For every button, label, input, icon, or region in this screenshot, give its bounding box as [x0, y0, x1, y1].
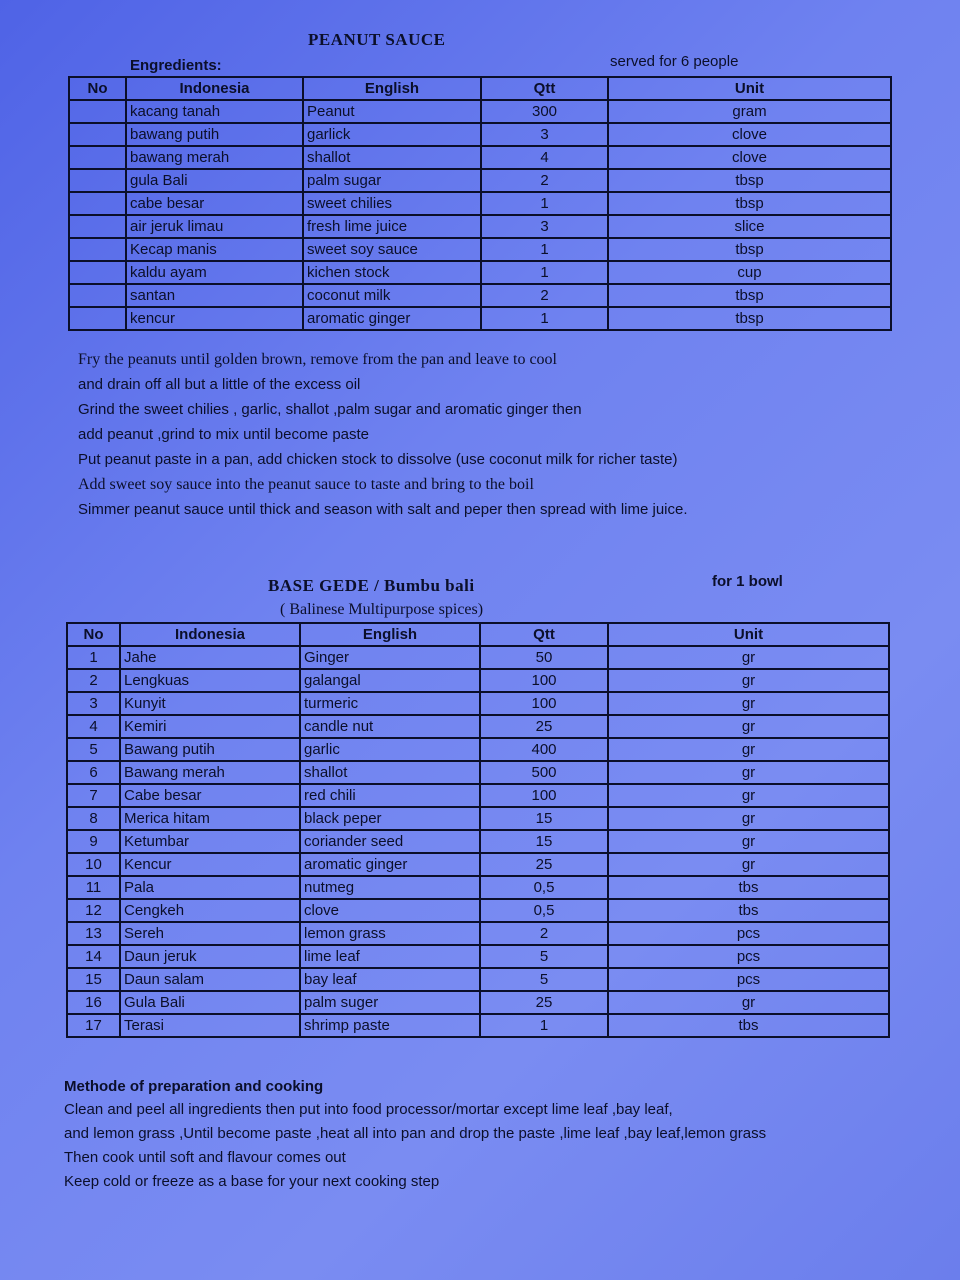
cell-no — [69, 146, 126, 169]
cell-indonesia: Ketumbar — [120, 830, 300, 853]
cell-indonesia: Bawang merah — [120, 761, 300, 784]
step-line: Put peanut paste in a pan, add chicken stock to dissolve (use coconut milk for richer taste) — [78, 451, 678, 468]
cell-qtt: 50 — [480, 646, 608, 669]
header-qtt: Qtt — [481, 77, 608, 100]
cell-unit: tbsp — [608, 192, 891, 215]
cell-english: shallot — [303, 146, 481, 169]
table-row — [67, 876, 889, 899]
cell-qtt: 3 — [481, 215, 608, 238]
table-row — [69, 284, 891, 307]
cell-indonesia: Gula Bali — [120, 991, 300, 1014]
cell-indonesia: Cengkeh — [120, 899, 300, 922]
cell-no: 15 — [67, 968, 120, 991]
step-line: Grind the sweet chilies , garlic, shallot ,palm sugar and aromatic ginger then — [78, 401, 582, 418]
cell-indonesia: Sereh — [120, 922, 300, 945]
step-line: Add sweet soy sauce into the peanut sauce to taste and bring to the boil — [78, 476, 534, 493]
cell-indonesia: kaldu ayam — [126, 261, 303, 284]
table-row — [69, 215, 891, 238]
table-row — [67, 991, 889, 1014]
cell-english: Ginger — [300, 646, 480, 669]
table-row — [69, 261, 891, 284]
cell-indonesia: santan — [126, 284, 303, 307]
cell-english: shrimp paste — [300, 1014, 480, 1037]
cell-unit: gr — [608, 692, 889, 715]
cell-unit: tbs — [608, 899, 889, 922]
cell-no: 10 — [67, 853, 120, 876]
cell-unit: gr — [608, 669, 889, 692]
cell-indonesia: Pala — [120, 876, 300, 899]
cell-indonesia: Daun salam — [120, 968, 300, 991]
step-line: Then cook until soft and flavour comes out — [64, 1149, 346, 1166]
header-qtt: Qtt — [480, 623, 608, 646]
cell-qtt: 1 — [481, 192, 608, 215]
cell-qtt: 2 — [480, 922, 608, 945]
cell-indonesia: air jeruk limau — [126, 215, 303, 238]
cell-indonesia: Daun jeruk — [120, 945, 300, 968]
cell-qtt: 300 — [481, 100, 608, 123]
cell-english: palm sugar — [303, 169, 481, 192]
table-row — [67, 830, 889, 853]
cell-english: black peper — [300, 807, 480, 830]
cell-unit: pcs — [608, 922, 889, 945]
cell-no: 2 — [67, 669, 120, 692]
header-unit: Unit — [608, 77, 891, 100]
header-indonesia: Indonesia — [120, 623, 300, 646]
cell-no: 3 — [67, 692, 120, 715]
cell-qtt: 2 — [481, 284, 608, 307]
cell-indonesia: bawang putih — [126, 123, 303, 146]
peanut-ingredients-table — [68, 76, 892, 331]
cell-qtt: 25 — [480, 715, 608, 738]
table-row — [67, 692, 889, 715]
step-line: Simmer peanut sauce until thick and season with salt and peper then spread with lime juice. — [78, 501, 688, 518]
table-row — [67, 738, 889, 761]
cell-english: turmeric — [300, 692, 480, 715]
cell-no — [69, 192, 126, 215]
step-line: and drain off all but a little of the excess oil — [78, 376, 361, 393]
cell-unit: tbsp — [608, 238, 891, 261]
table-row — [69, 238, 891, 261]
cell-no: 17 — [67, 1014, 120, 1037]
cell-unit: tbsp — [608, 284, 891, 307]
cell-indonesia: kencur — [126, 307, 303, 330]
cell-no: 11 — [67, 876, 120, 899]
cell-unit: gr — [608, 991, 889, 1014]
cell-no — [69, 307, 126, 330]
cell-no — [69, 261, 126, 284]
header-no: No — [67, 623, 120, 646]
cell-english: Peanut — [303, 100, 481, 123]
table-row — [67, 899, 889, 922]
step-line: Fry the peanuts until golden brown, remove from the pan and leave to cool — [78, 351, 557, 368]
cell-english: galangal — [300, 669, 480, 692]
cell-qtt: 400 — [480, 738, 608, 761]
cell-unit: slice — [608, 215, 891, 238]
cell-indonesia: Merica hitam — [120, 807, 300, 830]
table-header-row — [69, 77, 891, 100]
cell-english: coriander seed — [300, 830, 480, 853]
cell-no — [69, 215, 126, 238]
table-row — [69, 169, 891, 192]
step-line: Keep cold or freeze as a base for your next cooking step — [64, 1173, 440, 1190]
cell-qtt: 5 — [480, 968, 608, 991]
cell-indonesia: Kemiri — [120, 715, 300, 738]
cell-no: 7 — [67, 784, 120, 807]
cell-unit: tbs — [608, 1014, 889, 1037]
table-row — [69, 307, 891, 330]
table-row — [67, 646, 889, 669]
cell-unit: gr — [608, 738, 889, 761]
cell-english: fresh lime juice — [303, 215, 481, 238]
cell-no: 16 — [67, 991, 120, 1014]
cell-qtt: 100 — [480, 669, 608, 692]
table-row — [67, 807, 889, 830]
cell-indonesia: Terasi — [120, 1014, 300, 1037]
cell-english: shallot — [300, 761, 480, 784]
cell-no: 1 — [67, 646, 120, 669]
cell-indonesia: Kecap manis — [126, 238, 303, 261]
cell-qtt: 15 — [480, 807, 608, 830]
table-row — [67, 922, 889, 945]
cell-qtt: 0,5 — [480, 899, 608, 922]
served-label: served for 6 people — [610, 53, 739, 70]
header-english: English — [300, 623, 480, 646]
cell-unit: clove — [608, 146, 891, 169]
cell-qtt: 5 — [480, 945, 608, 968]
cell-qtt: 1 — [481, 238, 608, 261]
cell-no — [69, 100, 126, 123]
cell-unit: gr — [608, 853, 889, 876]
cell-english: aromatic ginger — [300, 853, 480, 876]
cell-english: palm suger — [300, 991, 480, 1014]
cell-english: garlic — [300, 738, 480, 761]
cell-indonesia: Lengkuas — [120, 669, 300, 692]
cell-indonesia: cabe besar — [126, 192, 303, 215]
cell-unit: pcs — [608, 945, 889, 968]
base-gede-title: BASE GEDE / Bumbu bali — [268, 576, 475, 595]
cell-unit: pcs — [608, 968, 889, 991]
table-row — [67, 853, 889, 876]
cell-qtt: 0,5 — [480, 876, 608, 899]
cell-english: coconut milk — [303, 284, 481, 307]
cell-no: 12 — [67, 899, 120, 922]
cell-indonesia: Jahe — [120, 646, 300, 669]
cell-no — [69, 169, 126, 192]
ingredients-label: Engredients: — [130, 57, 222, 74]
cell-english: garlick — [303, 123, 481, 146]
cell-no — [69, 123, 126, 146]
cell-no: 9 — [67, 830, 120, 853]
cell-unit: tbsp — [608, 169, 891, 192]
cell-indonesia: gula Bali — [126, 169, 303, 192]
cell-unit: tbsp — [608, 307, 891, 330]
cell-unit: clove — [608, 123, 891, 146]
cell-unit: gr — [608, 715, 889, 738]
header-unit: Unit — [608, 623, 889, 646]
table-row — [67, 761, 889, 784]
table-row — [67, 945, 889, 968]
cell-no: 5 — [67, 738, 120, 761]
cell-no: 4 — [67, 715, 120, 738]
cell-qtt: 25 — [480, 853, 608, 876]
cell-english: kichen stock — [303, 261, 481, 284]
cell-english: aromatic ginger — [303, 307, 481, 330]
cell-qtt: 500 — [480, 761, 608, 784]
cell-unit: gram — [608, 100, 891, 123]
cell-indonesia: Bawang putih — [120, 738, 300, 761]
cell-no: 13 — [67, 922, 120, 945]
cell-no: 6 — [67, 761, 120, 784]
step-line: add peanut ,grind to mix until become paste — [78, 426, 370, 443]
cell-unit: gr — [608, 807, 889, 830]
cell-no — [69, 238, 126, 261]
cell-english: bay leaf — [300, 968, 480, 991]
table-row — [69, 192, 891, 215]
table-row — [69, 100, 891, 123]
cell-unit: gr — [608, 830, 889, 853]
table-row — [69, 146, 891, 169]
peanut-sauce-title: PEANUT SAUCE — [308, 30, 446, 49]
table-row — [67, 968, 889, 991]
peanut-steps — [78, 347, 688, 522]
cell-no: 8 — [67, 807, 120, 830]
table-row — [69, 123, 891, 146]
header-indonesia: Indonesia — [126, 77, 303, 100]
header-english: English — [303, 77, 481, 100]
table-row — [67, 669, 889, 692]
cell-english: nutmeg — [300, 876, 480, 899]
cell-qtt: 15 — [480, 830, 608, 853]
step-line: Clean and peel all ingredients then put into food processor/mortar except lime leaf ,bay leaf, — [64, 1101, 673, 1118]
cell-qtt: 1 — [481, 261, 608, 284]
table-row — [67, 784, 889, 807]
step-line: and lemon grass ,Until become paste ,heat all into pan and drop the paste ,lime leaf ,bay leaf,lemon grass — [64, 1125, 767, 1142]
cell-unit: gr — [608, 761, 889, 784]
cell-english: sweet chilies — [303, 192, 481, 215]
table-header-row — [67, 623, 889, 646]
cell-english: lemon grass — [300, 922, 480, 945]
cell-english: sweet soy sauce — [303, 238, 481, 261]
cell-indonesia: Kunyit — [120, 692, 300, 715]
cell-indonesia: Kencur — [120, 853, 300, 876]
table-row — [67, 1014, 889, 1037]
cell-indonesia: bawang merah — [126, 146, 303, 169]
base-subtitle: ( Balinese Multipurpose spices) — [280, 601, 484, 618]
base-steps — [64, 1098, 766, 1194]
cell-english: red chili — [300, 784, 480, 807]
cell-english: candle nut — [300, 715, 480, 738]
cell-indonesia: Cabe besar — [120, 784, 300, 807]
cell-no — [69, 284, 126, 307]
cell-qtt: 1 — [480, 1014, 608, 1037]
serving-label: for 1 bowl — [712, 573, 783, 590]
cell-qtt: 1 — [481, 307, 608, 330]
cell-qtt: 25 — [480, 991, 608, 1014]
cell-qtt: 2 — [481, 169, 608, 192]
header-no: No — [69, 77, 126, 100]
cell-qtt: 3 — [481, 123, 608, 146]
cell-unit: gr — [608, 646, 889, 669]
base-gede-ingredients-table — [66, 622, 890, 1038]
cell-qtt: 100 — [480, 692, 608, 715]
cell-no: 14 — [67, 945, 120, 968]
cell-english: lime leaf — [300, 945, 480, 968]
cell-qtt: 100 — [480, 784, 608, 807]
cell-qtt: 4 — [481, 146, 608, 169]
cell-english: clove — [300, 899, 480, 922]
table-row — [67, 715, 889, 738]
method-title: Methode of preparation and cooking — [64, 1078, 324, 1095]
cell-indonesia: kacang tanah — [126, 100, 303, 123]
cell-unit: tbs — [608, 876, 889, 899]
cell-unit: gr — [608, 784, 889, 807]
cell-unit: cup — [608, 261, 891, 284]
